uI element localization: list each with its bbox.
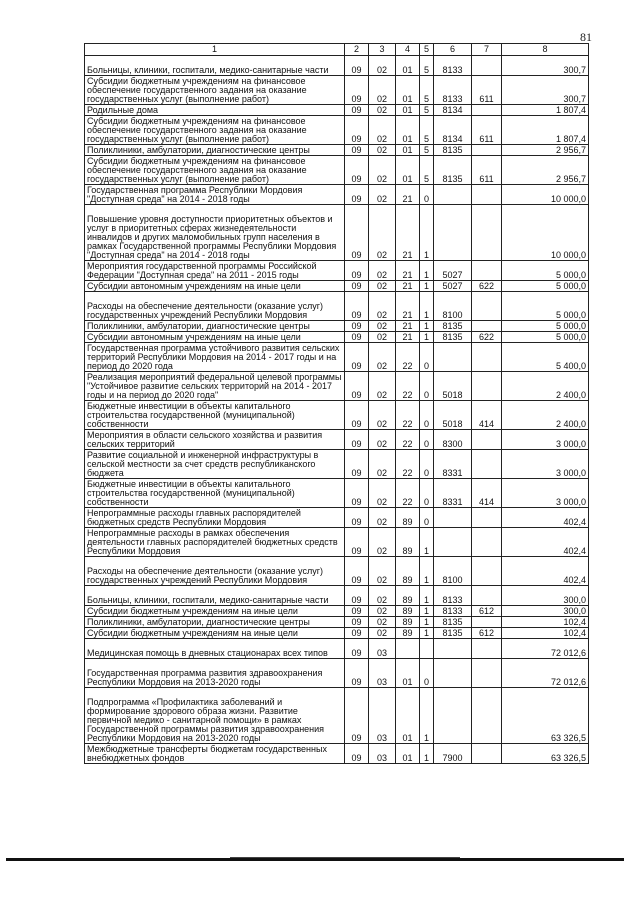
row-code-cell: 09 bbox=[345, 145, 369, 156]
row-code-cell: 01 bbox=[396, 744, 420, 764]
table-row bbox=[85, 76, 589, 105]
row-code-cell: 01 bbox=[396, 156, 420, 185]
row-code-cell: 3 000,0 bbox=[502, 430, 589, 450]
row-code-cell: 02 bbox=[369, 185, 396, 205]
table-row bbox=[85, 56, 589, 76]
row-code-cell bbox=[434, 205, 472, 261]
table-row bbox=[85, 343, 589, 372]
row-code-cell: 09 bbox=[345, 261, 369, 281]
budget-table bbox=[84, 43, 589, 764]
row-code-cell: 21 bbox=[396, 281, 420, 292]
row-code-cell: 5027 bbox=[434, 281, 472, 292]
row-code-cell bbox=[472, 56, 502, 76]
row-name-cell: Повышение уровня доступности приоритетных объектов и услуг в приоритетных сферах жизнедеятельности инвалидов и других маломобильных групп населения в рамках Государственной программы Республики Мордовия "Доступная среда" на 2014 - 2018 годы bbox=[85, 205, 345, 261]
table-row bbox=[85, 659, 589, 688]
row-code-cell: 09 bbox=[345, 321, 369, 332]
row-code-cell: 5 bbox=[420, 156, 434, 185]
row-code-cell: 63 326,5 bbox=[502, 688, 589, 744]
row-code-cell: 1 807,4 bbox=[502, 116, 589, 145]
row-code-cell bbox=[472, 321, 502, 332]
row-code-cell bbox=[434, 639, 472, 659]
row-name-cell: Поликлиники, амбулатории, диагностические центры bbox=[85, 617, 345, 628]
row-code-cell: 01 bbox=[396, 116, 420, 145]
row-code-cell: 22 bbox=[396, 343, 420, 372]
row-code-cell: 1 bbox=[420, 332, 434, 343]
row-code-cell bbox=[434, 528, 472, 557]
row-code-cell: 02 bbox=[369, 557, 396, 586]
row-name-cell: Непрограммные расходы в рамках обеспечения деятельности главных распорядителей бюджетных средств Республики Мордовия bbox=[85, 528, 345, 557]
row-code-cell bbox=[472, 450, 502, 479]
table-row bbox=[85, 372, 589, 401]
row-code-cell: 02 bbox=[369, 479, 396, 508]
row-code-cell: 09 bbox=[345, 557, 369, 586]
row-code-cell: 611 bbox=[472, 116, 502, 145]
row-code-cell: 611 bbox=[472, 156, 502, 185]
table-row bbox=[85, 528, 589, 557]
row-code-cell: 02 bbox=[369, 321, 396, 332]
row-code-cell: 611 bbox=[472, 76, 502, 105]
row-code-cell: 09 bbox=[345, 105, 369, 116]
row-code-cell: 1 bbox=[420, 261, 434, 281]
row-code-cell: 02 bbox=[369, 628, 396, 639]
row-code-cell: 8300 bbox=[434, 430, 472, 450]
row-code-cell: 0 bbox=[420, 343, 434, 372]
row-code-cell bbox=[472, 508, 502, 528]
header-cell: 4 bbox=[396, 44, 420, 56]
row-code-cell: 0 bbox=[420, 372, 434, 401]
table-row bbox=[85, 156, 589, 185]
row-code-cell: 72 012,6 bbox=[502, 659, 589, 688]
row-code-cell: 89 bbox=[396, 528, 420, 557]
row-code-cell: 09 bbox=[345, 185, 369, 205]
row-name-cell: Государственная программа устойчивого развития сельских территорий Республики Мордовия на 2014 - 2017 годы и на период до 2020 года bbox=[85, 343, 345, 372]
row-code-cell: 01 bbox=[396, 688, 420, 744]
page-number: 81 bbox=[580, 30, 592, 44]
header-cell: 6 bbox=[434, 44, 472, 56]
row-name-cell: Субсидии бюджетным учреждениям на финансовое обеспечение государственного задания на оказание государственных услуг (выполнение работ) bbox=[85, 116, 345, 145]
row-code-cell bbox=[420, 639, 434, 659]
row-code-cell: 0 bbox=[420, 508, 434, 528]
row-code-cell: 1 bbox=[420, 557, 434, 586]
row-code-cell bbox=[472, 205, 502, 261]
row-name-cell: Государственная программа развития здравоохранения Республики Мордовия на 2013-2020 годы bbox=[85, 659, 345, 688]
row-name-cell: Расходы на обеспечение деятельности (оказание услуг) государственных учреждений Республики Мордовия bbox=[85, 292, 345, 321]
row-code-cell: 02 bbox=[369, 586, 396, 606]
row-code-cell: 02 bbox=[369, 56, 396, 76]
row-code-cell: 09 bbox=[345, 343, 369, 372]
row-code-cell: 622 bbox=[472, 332, 502, 343]
table-row bbox=[85, 261, 589, 281]
row-name-cell: Мероприятия в области сельского хозяйства и развития сельских территорий bbox=[85, 430, 345, 450]
row-code-cell: 09 bbox=[345, 528, 369, 557]
row-code-cell: 09 bbox=[345, 508, 369, 528]
row-code-cell: 21 bbox=[396, 321, 420, 332]
row-code-cell: 89 bbox=[396, 617, 420, 628]
row-code-cell bbox=[472, 185, 502, 205]
row-code-cell: 5 000,0 bbox=[502, 261, 589, 281]
table-row bbox=[85, 586, 589, 606]
row-code-cell: 1 bbox=[420, 606, 434, 617]
row-code-cell: 0 bbox=[420, 479, 434, 508]
row-name-cell: Реализация мероприятий федеральной целевой программы "Устойчивое развитие сельских территорий на 2014 - 2017 годы и на период до 2020 года" bbox=[85, 372, 345, 401]
row-code-cell: 8135 bbox=[434, 145, 472, 156]
row-code-cell: 5018 bbox=[434, 372, 472, 401]
row-code-cell: 02 bbox=[369, 372, 396, 401]
table-row bbox=[85, 688, 589, 744]
row-code-cell: 0 bbox=[420, 401, 434, 430]
row-code-cell: 89 bbox=[396, 508, 420, 528]
row-code-cell bbox=[434, 659, 472, 688]
row-code-cell: 22 bbox=[396, 372, 420, 401]
row-code-cell: 2 956,7 bbox=[502, 156, 589, 185]
row-code-cell bbox=[472, 557, 502, 586]
table-row bbox=[85, 606, 589, 617]
row-name-cell: Межбюджетные трансферты бюджетам государственных внебюджетных фондов bbox=[85, 744, 345, 764]
row-code-cell: 1 807,4 bbox=[502, 105, 589, 116]
row-code-cell: 21 bbox=[396, 205, 420, 261]
row-code-cell: 09 bbox=[345, 479, 369, 508]
table-row bbox=[85, 628, 589, 639]
row-code-cell: 01 bbox=[396, 659, 420, 688]
row-code-cell: 5027 bbox=[434, 261, 472, 281]
row-code-cell: 89 bbox=[396, 628, 420, 639]
row-code-cell: 22 bbox=[396, 401, 420, 430]
row-code-cell: 01 bbox=[396, 145, 420, 156]
header-cell: 3 bbox=[369, 44, 396, 56]
row-code-cell bbox=[396, 639, 420, 659]
row-code-cell: 02 bbox=[369, 508, 396, 528]
table-row bbox=[85, 508, 589, 528]
row-code-cell: 0 bbox=[420, 659, 434, 688]
row-name-cell: Медицинская помощь в дневных стационарах всех типов bbox=[85, 639, 345, 659]
row-code-cell: 09 bbox=[345, 76, 369, 105]
row-code-cell: 402,4 bbox=[502, 528, 589, 557]
row-code-cell: 8135 bbox=[434, 156, 472, 185]
row-code-cell: 21 bbox=[396, 261, 420, 281]
row-name-cell: Больницы, клиники, госпитали, медико-санитарные части bbox=[85, 586, 345, 606]
row-code-cell: 3 000,0 bbox=[502, 479, 589, 508]
row-code-cell: 5 bbox=[420, 105, 434, 116]
table-row bbox=[85, 145, 589, 156]
row-code-cell: 1 bbox=[420, 321, 434, 332]
row-code-cell bbox=[472, 105, 502, 116]
row-code-cell: 09 bbox=[345, 639, 369, 659]
table-row bbox=[85, 205, 589, 261]
bottom-divider-thin bbox=[230, 857, 460, 858]
row-code-cell: 02 bbox=[369, 261, 396, 281]
row-name-cell: Непрограммные расходы главных распорядителей бюджетных средств Республики Мордовия bbox=[85, 508, 345, 528]
row-code-cell: 1 bbox=[420, 688, 434, 744]
table-row bbox=[85, 281, 589, 292]
table-row bbox=[85, 744, 589, 764]
row-code-cell bbox=[472, 261, 502, 281]
row-code-cell: 09 bbox=[345, 205, 369, 261]
row-code-cell: 5 bbox=[420, 116, 434, 145]
row-code-cell: 02 bbox=[369, 156, 396, 185]
header-row bbox=[85, 44, 589, 56]
row-name-cell: Поликлиники, амбулатории, диагностические центры bbox=[85, 321, 345, 332]
table-row bbox=[85, 401, 589, 430]
row-code-cell: 02 bbox=[369, 145, 396, 156]
header-cell: 7 bbox=[472, 44, 502, 56]
row-code-cell: 09 bbox=[345, 430, 369, 450]
row-code-cell: 02 bbox=[369, 450, 396, 479]
row-code-cell: 09 bbox=[345, 628, 369, 639]
table-body bbox=[85, 56, 589, 764]
bottom-divider bbox=[6, 858, 624, 861]
row-code-cell: 5 bbox=[420, 76, 434, 105]
table-row bbox=[85, 617, 589, 628]
row-name-cell: Родильные дома bbox=[85, 105, 345, 116]
row-code-cell: 02 bbox=[369, 281, 396, 292]
row-name-cell: Развитие социальной и инженерной инфраструктуры в сельской местности за счет средств республиканского бюджета bbox=[85, 450, 345, 479]
row-code-cell: 1 bbox=[420, 292, 434, 321]
row-code-cell: 300,7 bbox=[502, 56, 589, 76]
row-code-cell: 02 bbox=[369, 205, 396, 261]
table-row bbox=[85, 557, 589, 586]
table-row bbox=[85, 332, 589, 343]
row-code-cell bbox=[472, 639, 502, 659]
row-code-cell: 01 bbox=[396, 56, 420, 76]
row-code-cell bbox=[434, 185, 472, 205]
row-code-cell: 2 956,7 bbox=[502, 145, 589, 156]
row-name-cell: Субсидии автономным учреждениям на иные цели bbox=[85, 332, 345, 343]
row-code-cell: 622 bbox=[472, 281, 502, 292]
row-code-cell: 8133 bbox=[434, 586, 472, 606]
row-code-cell: 402,4 bbox=[502, 557, 589, 586]
row-code-cell: 03 bbox=[369, 744, 396, 764]
row-code-cell: 09 bbox=[345, 56, 369, 76]
row-code-cell bbox=[472, 586, 502, 606]
row-code-cell: 02 bbox=[369, 332, 396, 343]
row-code-cell bbox=[472, 528, 502, 557]
row-code-cell: 8134 bbox=[434, 116, 472, 145]
table-row bbox=[85, 292, 589, 321]
row-code-cell: 09 bbox=[345, 332, 369, 343]
table-row bbox=[85, 639, 589, 659]
row-code-cell: 09 bbox=[345, 659, 369, 688]
row-code-cell: 02 bbox=[369, 292, 396, 321]
row-code-cell bbox=[434, 508, 472, 528]
row-code-cell bbox=[472, 372, 502, 401]
row-code-cell: 10 000,0 bbox=[502, 185, 589, 205]
row-code-cell: 03 bbox=[369, 659, 396, 688]
row-code-cell: 8134 bbox=[434, 105, 472, 116]
row-name-cell: Мероприятия государственной программы Российской Федерации "Доступная среда" на 2011 - 2015 годы bbox=[85, 261, 345, 281]
table-row bbox=[85, 116, 589, 145]
row-code-cell: 02 bbox=[369, 528, 396, 557]
row-name-cell: Поликлиники, амбулатории, диагностические центры bbox=[85, 145, 345, 156]
table-row bbox=[85, 105, 589, 116]
row-code-cell: 63 326,5 bbox=[502, 744, 589, 764]
row-code-cell: 414 bbox=[472, 479, 502, 508]
row-name-cell: Субсидии бюджетным учреждениям на финансовое обеспечение государственного задания на оказание государственных услуг (выполнение работ) bbox=[85, 76, 345, 105]
row-code-cell: 89 bbox=[396, 557, 420, 586]
row-code-cell: 22 bbox=[396, 430, 420, 450]
row-code-cell bbox=[472, 145, 502, 156]
row-code-cell: 22 bbox=[396, 479, 420, 508]
row-name-cell: Подпрограмма «Профилактика заболеваний и формирование здорового образа жизни. Развитие первичной медико - санитарной помощи» в рамках Государственной программы развития здравоохранения Республики Мордовия на 2013-2020 годы bbox=[85, 688, 345, 744]
row-code-cell: 21 bbox=[396, 292, 420, 321]
row-code-cell: 02 bbox=[369, 76, 396, 105]
row-name-cell: Субсидии бюджетным учреждениям на иные цели bbox=[85, 628, 345, 639]
row-code-cell: 5 000,0 bbox=[502, 281, 589, 292]
row-code-cell: 8133 bbox=[434, 56, 472, 76]
row-code-cell: 03 bbox=[369, 639, 396, 659]
header-cell: 1 bbox=[85, 44, 345, 56]
row-code-cell: 09 bbox=[345, 586, 369, 606]
row-code-cell: 09 bbox=[345, 617, 369, 628]
row-code-cell: 300,0 bbox=[502, 586, 589, 606]
row-code-cell bbox=[472, 292, 502, 321]
row-code-cell: 5 000,0 bbox=[502, 332, 589, 343]
row-code-cell: 402,4 bbox=[502, 508, 589, 528]
row-name-cell: Субсидии бюджетным учреждениям на финансовое обеспечение государственного задания на оказание государственных услуг (выполнение работ) bbox=[85, 156, 345, 185]
row-code-cell: 8135 bbox=[434, 332, 472, 343]
row-code-cell: 8100 bbox=[434, 557, 472, 586]
row-code-cell: 7900 bbox=[434, 744, 472, 764]
header-cell: 8 bbox=[502, 44, 589, 56]
row-code-cell: 0 bbox=[420, 430, 434, 450]
row-name-cell: Бюджетные инвестиции в объекты капитального строительства государственной (муниципальной) собственности bbox=[85, 479, 345, 508]
row-code-cell bbox=[472, 617, 502, 628]
row-code-cell: 1 bbox=[420, 528, 434, 557]
row-code-cell: 72 012,6 bbox=[502, 639, 589, 659]
row-code-cell: 02 bbox=[369, 116, 396, 145]
row-code-cell bbox=[472, 659, 502, 688]
row-code-cell: 89 bbox=[396, 606, 420, 617]
row-code-cell: 02 bbox=[369, 343, 396, 372]
row-code-cell: 300,7 bbox=[502, 76, 589, 105]
row-code-cell: 01 bbox=[396, 76, 420, 105]
row-code-cell: 89 bbox=[396, 586, 420, 606]
row-code-cell: 300,0 bbox=[502, 606, 589, 617]
row-code-cell: 03 bbox=[369, 688, 396, 744]
row-code-cell: 09 bbox=[345, 401, 369, 430]
row-code-cell: 1 bbox=[420, 617, 434, 628]
row-code-cell: 02 bbox=[369, 401, 396, 430]
header-cell: 5 bbox=[420, 44, 434, 56]
row-code-cell bbox=[472, 744, 502, 764]
row-code-cell: 8133 bbox=[434, 76, 472, 105]
row-code-cell bbox=[472, 343, 502, 372]
row-code-cell: 5 000,0 bbox=[502, 292, 589, 321]
row-code-cell: 1 bbox=[420, 281, 434, 292]
row-code-cell: 612 bbox=[472, 628, 502, 639]
row-code-cell: 02 bbox=[369, 430, 396, 450]
row-code-cell: 0 bbox=[420, 185, 434, 205]
row-code-cell: 09 bbox=[345, 156, 369, 185]
row-code-cell: 21 bbox=[396, 332, 420, 343]
row-code-cell: 8135 bbox=[434, 617, 472, 628]
row-code-cell: 8135 bbox=[434, 321, 472, 332]
row-code-cell: 02 bbox=[369, 606, 396, 617]
row-code-cell: 09 bbox=[345, 292, 369, 321]
row-code-cell: 5 400,0 bbox=[502, 343, 589, 372]
row-code-cell bbox=[472, 688, 502, 744]
row-code-cell: 8331 bbox=[434, 479, 472, 508]
row-code-cell: 414 bbox=[472, 401, 502, 430]
row-code-cell: 09 bbox=[345, 606, 369, 617]
row-code-cell: 102,4 bbox=[502, 617, 589, 628]
row-code-cell: 8100 bbox=[434, 292, 472, 321]
row-code-cell: 1 bbox=[420, 744, 434, 764]
row-code-cell: 09 bbox=[345, 116, 369, 145]
row-code-cell: 8135 bbox=[434, 628, 472, 639]
row-code-cell: 1 bbox=[420, 586, 434, 606]
row-code-cell: 02 bbox=[369, 617, 396, 628]
row-code-cell: 0 bbox=[420, 450, 434, 479]
row-name-cell: Больницы, клиники, госпитали, медико-санитарные части bbox=[85, 56, 345, 76]
row-code-cell: 5 000,0 bbox=[502, 321, 589, 332]
row-code-cell: 1 bbox=[420, 205, 434, 261]
row-code-cell: 8133 bbox=[434, 606, 472, 617]
row-code-cell: 22 bbox=[396, 450, 420, 479]
row-code-cell: 09 bbox=[345, 372, 369, 401]
row-code-cell: 5 bbox=[420, 145, 434, 156]
row-code-cell: 5018 bbox=[434, 401, 472, 430]
table-row bbox=[85, 321, 589, 332]
row-code-cell: 612 bbox=[472, 606, 502, 617]
row-code-cell: 2 400,0 bbox=[502, 401, 589, 430]
row-code-cell: 09 bbox=[345, 744, 369, 764]
row-name-cell: Государственная программа Республики Мордовия "Доступная среда" на 2014 - 2018 годы bbox=[85, 185, 345, 205]
row-name-cell: Бюджетные инвестиции в объекты капитального строительства государственной (муниципальной) собственности bbox=[85, 401, 345, 430]
row-code-cell: 09 bbox=[345, 281, 369, 292]
row-code-cell: 8331 bbox=[434, 450, 472, 479]
row-code-cell: 21 bbox=[396, 185, 420, 205]
table-header bbox=[85, 44, 589, 56]
table-row bbox=[85, 450, 589, 479]
row-code-cell: 01 bbox=[396, 105, 420, 116]
row-code-cell: 1 bbox=[420, 628, 434, 639]
row-name-cell: Субсидии автономным учреждениям на иные цели bbox=[85, 281, 345, 292]
row-code-cell: 5 bbox=[420, 56, 434, 76]
row-code-cell: 102,4 bbox=[502, 628, 589, 639]
table-row bbox=[85, 430, 589, 450]
row-code-cell: 02 bbox=[369, 105, 396, 116]
table-row bbox=[85, 479, 589, 508]
row-code-cell: 2 400,0 bbox=[502, 372, 589, 401]
row-code-cell: 09 bbox=[345, 450, 369, 479]
row-code-cell: 10 000,0 bbox=[502, 205, 589, 261]
row-code-cell bbox=[434, 688, 472, 744]
table-row bbox=[85, 185, 589, 205]
row-name-cell: Расходы на обеспечение деятельности (оказание услуг) государственных учреждений Республики Мордовия bbox=[85, 557, 345, 586]
row-code-cell: 3 000,0 bbox=[502, 450, 589, 479]
row-name-cell: Субсидии бюджетным учреждениям на иные цели bbox=[85, 606, 345, 617]
row-code-cell bbox=[434, 343, 472, 372]
row-code-cell bbox=[472, 430, 502, 450]
header-cell: 2 bbox=[345, 44, 369, 56]
row-code-cell: 09 bbox=[345, 688, 369, 744]
